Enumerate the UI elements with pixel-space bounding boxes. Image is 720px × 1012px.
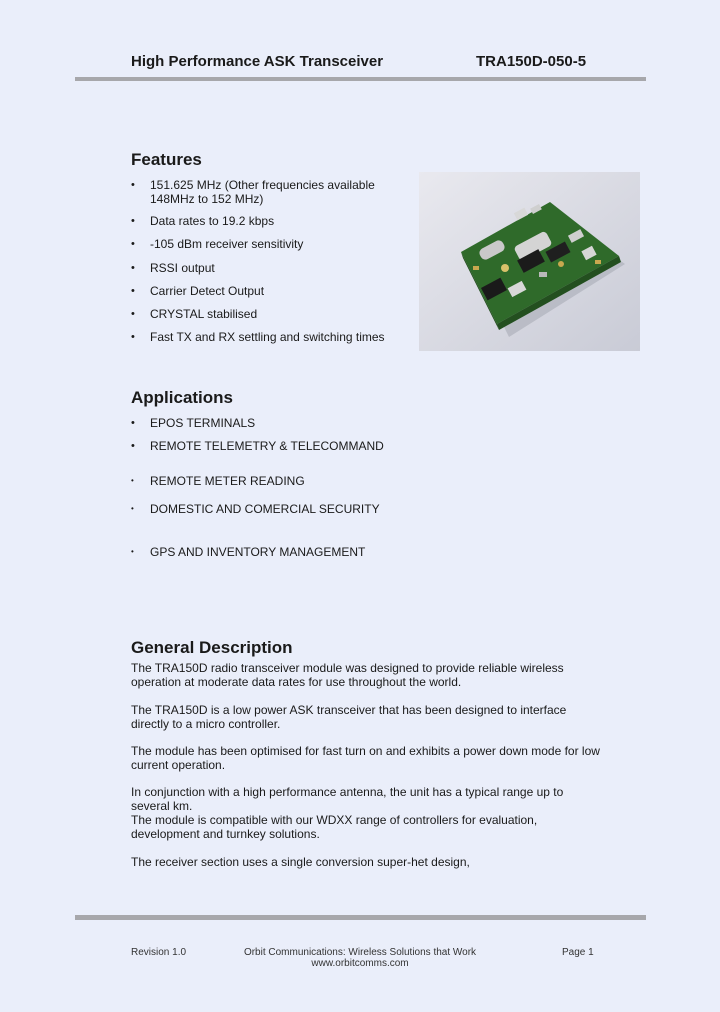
revision-label: Revision 1.0 (131, 947, 187, 958)
general-description-heading: General Description (131, 638, 293, 657)
footer-rule (75, 915, 646, 920)
document-title: High Performance ASK Transceiver (131, 53, 384, 70)
paragraph: In conjunction with a high performance antenna, the unit has a typical range up to several km. (131, 785, 564, 813)
product-photo (419, 172, 640, 351)
paragraph: The module is compatible with our WDXX range of controllers for evaluation, development and turnkey solutions. (131, 813, 538, 841)
website-link[interactable]: www.orbitcomms.com (311, 958, 409, 969)
header-rule (75, 77, 646, 81)
paragraph: The TRA150D is a low power ASK transceiver that has been designed to interface directly to a micro controller. (131, 703, 567, 731)
part-number: TRA150D-050-5 (476, 53, 587, 70)
page-number: Page 1 (562, 947, 594, 958)
paragraph: The module has been optimised for fast turn on and exhibits a power down mode for low current operation. (131, 744, 600, 772)
company-tagline: Orbit Communications: Wireless Solutions that Work (243, 947, 477, 958)
paragraph: The receiver section uses a single conversion super-het design, (131, 855, 470, 869)
paragraph: The TRA150D radio transceiver module was designed to provide reliable wireless operation at moderate data rates for use throughout the world. (131, 661, 564, 689)
features-heading: Features (131, 150, 202, 169)
applications-heading: Applications (131, 388, 234, 407)
